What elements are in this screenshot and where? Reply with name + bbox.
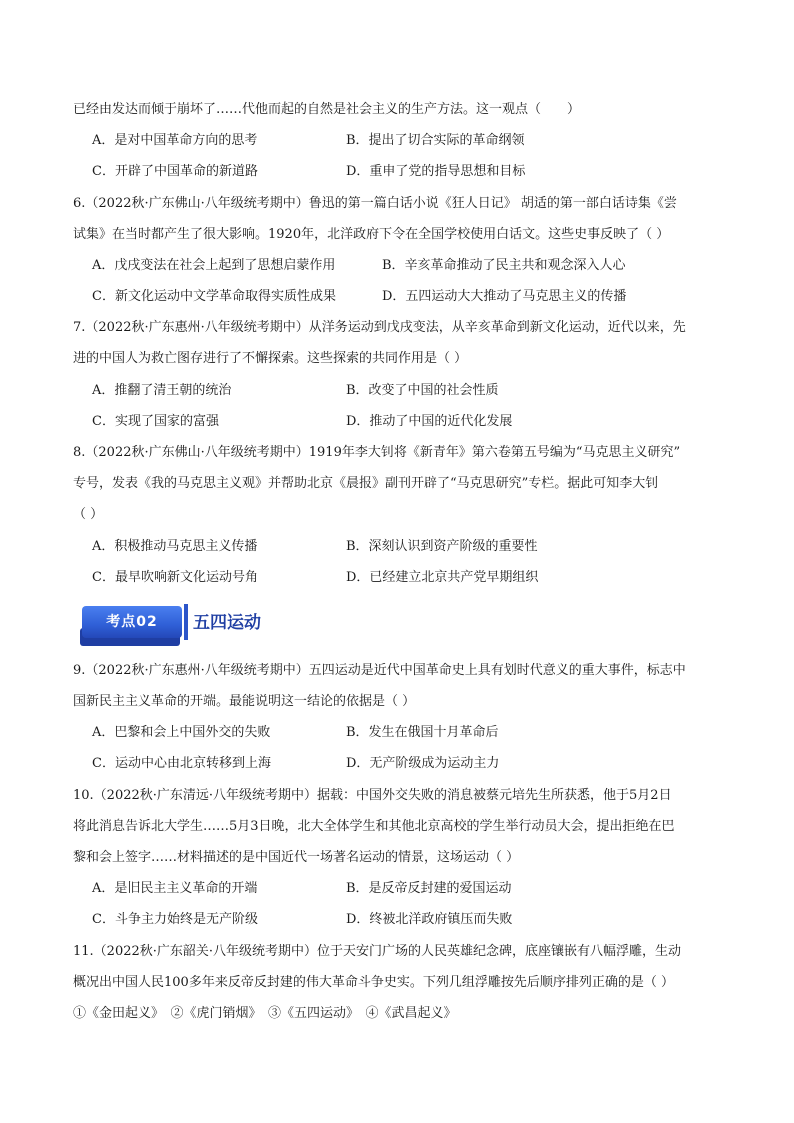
q9-option-b: B．发生在俄国十月革命后 (346, 725, 499, 740)
q11-stem-line-1: 11.（2022秋·广东韶关·八年级统考期中）位于天安门广场的人民英雄纪念碑，底座镶嵌有八幅浮雕，生动 (73, 944, 682, 959)
q8-option-c: C．最早吹响新文化运动号角 (92, 570, 258, 585)
q10-option-c: C．斗争主力始终是无产阶级 (92, 912, 258, 927)
section-title: 五四运动 (193, 613, 261, 633)
q6-option-b: B．辛亥革命推动了民主共和观念深入人心 (382, 258, 626, 273)
q10-stem-line-1: 10.（2022秋·广东清远·八年级统考期中）据载：中国外交失败的消息被蔡元培先生所获悉，他于5月2日 (73, 788, 672, 803)
q7-option-b: B．改变了中国的社会性质 (346, 383, 499, 398)
q6-stem-line-1: 6.（2022秋·广东佛山·八年级统考期中）鲁迅的第一篇白话小说《狂人日记》 胡适的第一部白话诗集《尝 (73, 196, 677, 211)
q8-option-d: D．已经建立北京共产党早期组织 (346, 570, 539, 585)
q7-option-a: A．推翻了清王朝的统治 (92, 383, 232, 398)
q8-stem-line-1: 8.（2022秋·广东佛山·八年级统考期中）1919年李大钊将《新青年》第六卷第五号编为“马克思主义研究” (73, 445, 681, 460)
q9-option-d: D．无产阶级成为运动主力 (346, 756, 500, 771)
q11-items: ①《金田起义》 ②《虎门销烟》 ③《五四运动》 ④《武昌起义》 (73, 1006, 457, 1021)
q9-option-a: A．巴黎和会上中国外交的失败 (92, 725, 271, 740)
q5-option-a: A．是对中国革命方向的思考 (92, 133, 258, 148)
q7-stem-line-2: 进的中国人为救亡图存进行了不懈探索。这些探索的共同作用是（ ） (73, 351, 468, 366)
q6-option-d: D．五四运动大大推动了马克思主义的传播 (382, 289, 627, 304)
q8-option-b: B．深刻认识到资产阶级的重要性 (346, 539, 538, 554)
q9-stem-line-2: 国新民主主义革命的开端。最能说明这一结论的依据是（ ） (73, 694, 416, 709)
section-badge: 考点02 (82, 606, 182, 638)
section-divider-bar (184, 604, 188, 640)
q10-stem-line-3: 黎和会上签字……材料描述的是中国近代一场著名运动的情景，这场运动（ ） (73, 850, 520, 865)
q7-option-c: C．实现了国家的富强 (92, 414, 219, 429)
q10-stem-line-2: 将此消息告诉北大学生……5月3日晚，北大全体学生和其他北京高校的学生举行动员大会，提出拒绝在巴 (73, 819, 675, 834)
q6-option-a: A．戊戌变法在社会上起到了思想启蒙作用 (92, 258, 336, 273)
q5-option-b: B．提出了切合实际的革命纲领 (346, 133, 525, 148)
q10-option-d: D．终被北洋政府镇压而失败 (346, 912, 513, 927)
q9-option-c: C．运动中心由北京转移到上海 (92, 756, 271, 771)
q11-stem-line-2: 概况出中国人民100多年来反帝反封建的伟大革命斗争史实。下列几组浮雕按先后顺序排列正确的是（ ） (73, 975, 674, 990)
q8-stem-line-2: 专号，发表《我的马克思主义观》并帮助北京《晨报》副刊开辟了“马克思研究”专栏。据此可知李大钊 (73, 476, 659, 491)
q7-stem-line-1: 7.（2022秋·广东惠州·八年级统考期中）从洋务运动到戊戌变法，从辛亥革命到新文化运动，近代以来，先 (73, 320, 686, 335)
q6-option-c: C．新文化运动中文学革命取得实质性成果 (92, 289, 336, 304)
q5-option-d: D．重申了党的指导思想和目标 (346, 164, 526, 179)
q10-option-b: B．是反帝反封建的爱国运动 (346, 881, 512, 896)
q10-option-a: A．是旧民主主义革命的开端 (92, 881, 258, 896)
q5-option-c: C．开辟了中国革命的新道路 (92, 164, 258, 179)
q9-stem-line-1: 9.（2022秋·广东惠州·八年级统考期中）五四运动是近代中国革命史上具有划时代意义的重大事件，标志中 (73, 663, 686, 678)
q7-option-d: D．推动了中国的近代化发展 (346, 414, 513, 429)
section-header (80, 604, 720, 648)
q6-stem-line-2: 试集》在当时都产生了很大影响。1920年，北洋政府下令在全国学校使用白话文。这些史事反映了（ ） (73, 227, 670, 242)
q5-stem: 已经由发达而倾于崩坏了……代他而起的自然是社会主义的生产方法。这一观点（ ） (73, 102, 581, 117)
q8-option-a: A．积极推动马克思主义传播 (92, 539, 258, 554)
q8-stem-line-3: （ ） (73, 507, 104, 522)
